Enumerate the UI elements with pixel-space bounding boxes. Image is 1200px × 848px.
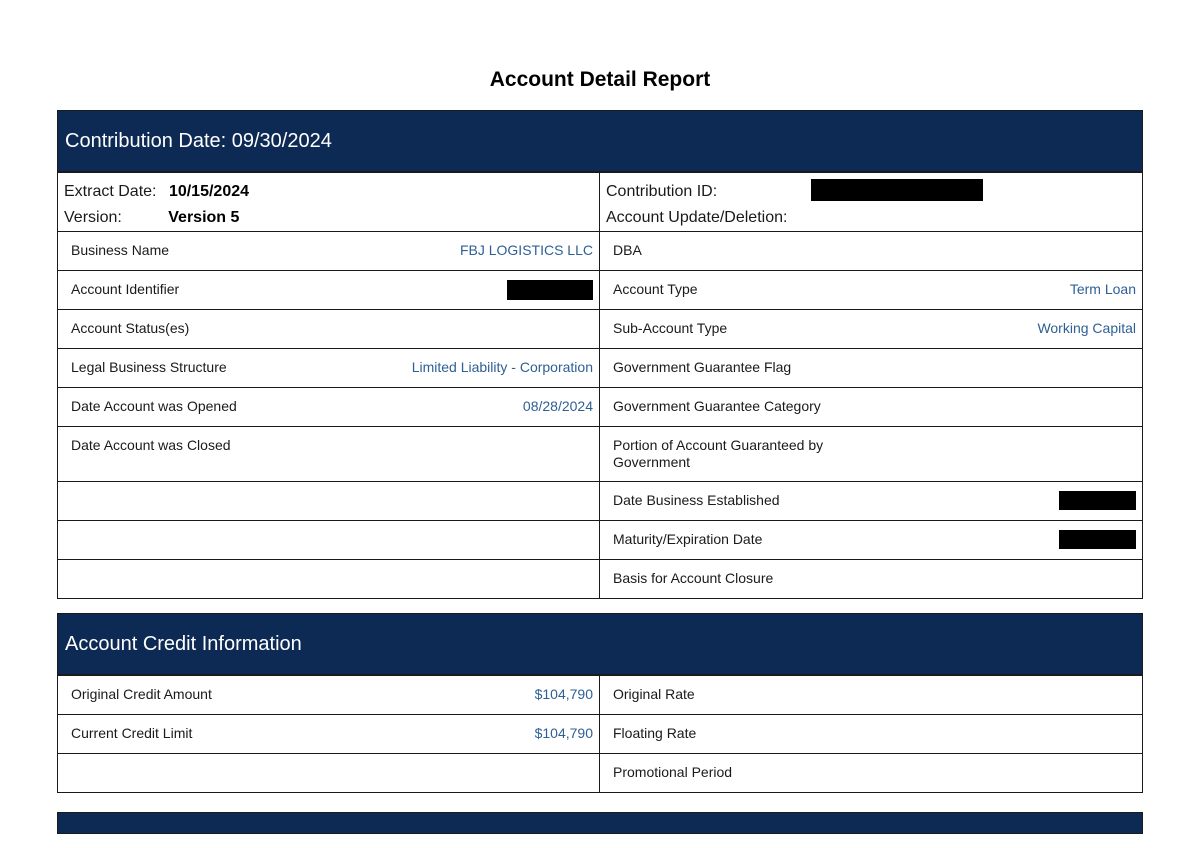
- field-value: Term Loan: [1069, 281, 1136, 297]
- field-value: 08/28/2024: [522, 398, 593, 414]
- cell-empty: [58, 482, 600, 520]
- extract-date-value: 10/15/2024: [168, 183, 250, 200]
- field-label: Sub-Account Type: [613, 320, 728, 336]
- cell-original-rate: [600, 676, 1142, 714]
- account-update-line: [606, 205, 1136, 231]
- field-label: Legal Business Structure: [71, 359, 227, 375]
- cell-original-credit: [58, 676, 600, 714]
- next-section-banner: [57, 812, 1143, 834]
- table-row: [58, 482, 1142, 521]
- credit-info-heading: Account Credit Information: [58, 614, 1142, 676]
- field-label: Maturity/Expiration Date: [613, 531, 763, 547]
- field-label: DBA: [613, 242, 642, 258]
- cell-date-closed: [58, 427, 600, 481]
- cell-empty: [58, 560, 600, 598]
- field-label: Business Name: [71, 242, 170, 258]
- field-label: Date Account was Closed: [71, 437, 231, 453]
- cell-current-credit-limit: [58, 715, 600, 753]
- table-row: [58, 349, 1142, 388]
- maturity-date-redaction: [1059, 530, 1136, 549]
- cell-date-opened: [58, 388, 600, 426]
- table-row: [58, 715, 1142, 754]
- field-label: Portion of Account Guaranteed by Government: [613, 437, 824, 470]
- field-value: Working Capital: [1037, 320, 1136, 336]
- field-label: Account Type: [613, 281, 698, 297]
- field-label: Government Guarantee Category: [613, 398, 821, 414]
- cell-account-identifier: [58, 271, 600, 309]
- cell-dba: [600, 232, 1142, 270]
- table-row: [58, 232, 1142, 271]
- contribution-id-redaction: [811, 179, 983, 201]
- cell-gov-guarantee-flag: [600, 349, 1142, 387]
- cell-legal-structure: [58, 349, 600, 387]
- meta-block: [58, 173, 1142, 232]
- field-label: Basis for Account Closure: [613, 570, 774, 586]
- table-row: [58, 427, 1142, 482]
- credit-section: [57, 613, 1143, 793]
- field-label: Account Status(es): [71, 320, 190, 336]
- table-row: [58, 388, 1142, 427]
- account-update-label: Account Update/Deletion:: [606, 209, 788, 226]
- field-label: Original Rate: [613, 686, 695, 702]
- field-label: Current Credit Limit: [71, 725, 193, 741]
- report-title: Account Detail Report: [489, 68, 711, 91]
- field-label: Date Business Established: [613, 492, 780, 508]
- field-label: Promotional Period: [613, 764, 733, 780]
- field-value: $104,790: [534, 725, 593, 741]
- cell-basis-closure: [600, 560, 1142, 598]
- date-established-redaction: [1059, 491, 1136, 510]
- table-row: [58, 310, 1142, 349]
- field-label: Account Identifier: [71, 281, 180, 297]
- cell-date-business-established: [600, 482, 1142, 520]
- version-value: Version 5: [168, 209, 240, 226]
- cell-promotional-period: [600, 754, 1142, 792]
- meta-left: [58, 173, 600, 231]
- cell-maturity-date: [600, 521, 1142, 559]
- meta-right: [600, 173, 1142, 231]
- cell-business-name: [58, 232, 600, 270]
- field-value: $104,790: [534, 686, 593, 702]
- account-identifier-redaction: [507, 280, 593, 300]
- version-line: [64, 205, 593, 231]
- table-row: [58, 521, 1142, 560]
- cell-floating-rate: [600, 715, 1142, 753]
- cell-portion-guaranteed: [600, 427, 1142, 481]
- cell-empty: [58, 521, 600, 559]
- field-label: Date Account was Opened: [71, 398, 237, 414]
- contribution-section: [57, 110, 1143, 599]
- table-row: [58, 271, 1142, 310]
- contribution-date-heading: Contribution Date: 09/30/2024: [58, 111, 1142, 173]
- field-label: Floating Rate: [613, 725, 697, 741]
- cell-account-type: [600, 271, 1142, 309]
- field-value: Limited Liability - Corporation: [411, 359, 593, 375]
- contribution-id-line: [606, 179, 1136, 205]
- cell-sub-account-type: [600, 310, 1142, 348]
- cell-empty: [58, 754, 600, 792]
- version-label: Version:: [64, 209, 122, 226]
- field-value: FBJ LOGISTICS LLC: [459, 242, 593, 258]
- field-label: Original Credit Amount: [71, 686, 212, 702]
- table-row: [58, 754, 1142, 792]
- extract-date-line: [64, 179, 593, 205]
- cell-account-status: [58, 310, 600, 348]
- table-row: [58, 560, 1142, 598]
- extract-date-label: Extract Date:: [64, 183, 157, 200]
- field-label: Government Guarantee Flag: [613, 359, 792, 375]
- contribution-id-label: Contribution ID:: [606, 183, 718, 200]
- cell-gov-guarantee-category: [600, 388, 1142, 426]
- table-row: [58, 676, 1142, 715]
